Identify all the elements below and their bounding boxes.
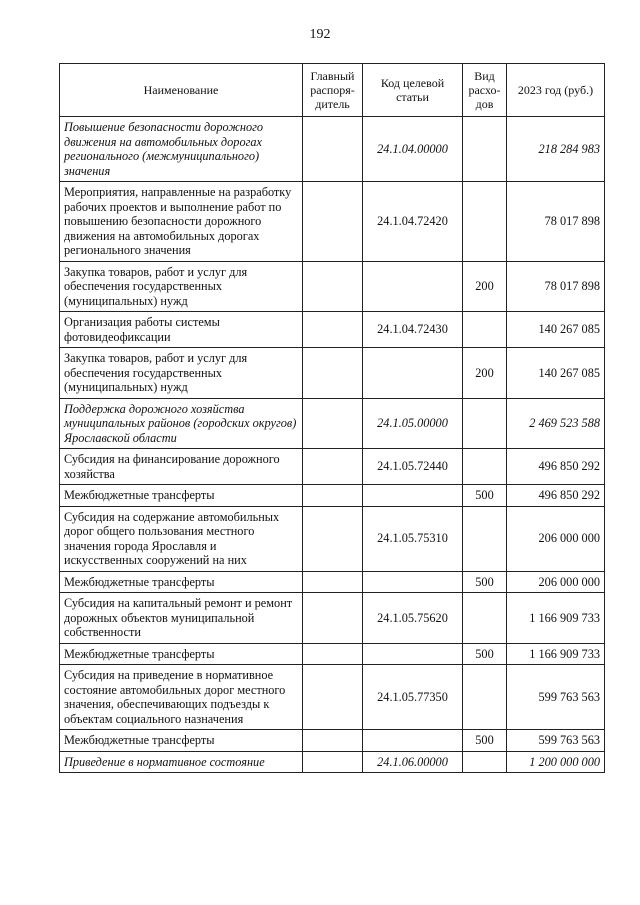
cell-name: Межбюджетные трансферты (60, 485, 303, 507)
cell-sum: 206 000 000 (507, 506, 605, 571)
header-admin: Главный распоря-дитель (303, 64, 363, 117)
cell-code: 24.1.05.72440 (363, 449, 463, 485)
cell-name: Закупка товаров, работ и услуг для обеспечения государственных (муниципальных) нужд (60, 261, 303, 312)
cell-name: Закупка товаров, работ и услуг для обеспечения государственных (муниципальных) нужд (60, 348, 303, 399)
cell-name: Межбюджетные трансферты (60, 730, 303, 752)
cell-sum: 1 200 000 000 (507, 751, 605, 773)
table-row (60, 730, 605, 752)
cell-name: Мероприятия, направленные на разработку рабочих проектов и выполнение работ по повышению безопасности дорожного движения на автомобильных дорогах регионального значения (60, 182, 303, 262)
cell-code (363, 485, 463, 507)
cell-admin (303, 348, 363, 399)
table-row (60, 117, 605, 182)
cell-sum: 140 267 085 (507, 312, 605, 348)
header-vid: Вид расхо-дов (463, 64, 507, 117)
cell-admin (303, 312, 363, 348)
cell-vid (463, 117, 507, 182)
table-row (60, 751, 605, 773)
cell-sum: 1 166 909 733 (507, 643, 605, 665)
table-row (60, 398, 605, 449)
cell-admin (303, 398, 363, 449)
cell-admin (303, 182, 363, 262)
cell-name: Субсидия на приведение в нормативное состояние автомобильных дорог местного значения, обеспечивающих подъезды к объектам социального назначения (60, 665, 303, 730)
table-row (60, 665, 605, 730)
cell-vid: 500 (463, 571, 507, 593)
cell-code (363, 261, 463, 312)
cell-admin (303, 485, 363, 507)
cell-vid (463, 506, 507, 571)
cell-vid (463, 182, 507, 262)
cell-admin (303, 261, 363, 312)
cell-vid: 500 (463, 643, 507, 665)
cell-sum: 496 850 292 (507, 449, 605, 485)
header-sum: 2023 год (руб.) (507, 64, 605, 117)
cell-name: Повышение безопасности дорожного движения на автомобильных дорогах регионального (межмуниципального) значения (60, 117, 303, 182)
cell-vid (463, 449, 507, 485)
cell-vid: 500 (463, 485, 507, 507)
cell-code: 24.1.05.75620 (363, 593, 463, 644)
cell-code: 24.1.05.75310 (363, 506, 463, 571)
cell-vid: 500 (463, 730, 507, 752)
table-row (60, 643, 605, 665)
cell-name: Субсидия на содержание автомобильных дорог общего пользования местного значения города Ярославля и искусственных сооружений на них (60, 506, 303, 571)
budget-table (59, 63, 605, 773)
cell-name: Субсидия на капитальный ремонт и ремонт дорожных объектов муниципальной собственности (60, 593, 303, 644)
cell-sum: 206 000 000 (507, 571, 605, 593)
cell-name: Межбюджетные трансферты (60, 643, 303, 665)
cell-admin (303, 730, 363, 752)
cell-sum: 1 166 909 733 (507, 593, 605, 644)
cell-admin (303, 593, 363, 644)
table-row (60, 449, 605, 485)
page-number: 192 (309, 27, 331, 42)
cell-name: Приведение в нормативное состояние (60, 751, 303, 773)
cell-vid (463, 593, 507, 644)
header-name: Наименование (60, 64, 303, 117)
cell-vid: 200 (463, 348, 507, 399)
cell-code: 24.1.04.72420 (363, 182, 463, 262)
table-row (60, 348, 605, 399)
cell-sum: 140 267 085 (507, 348, 605, 399)
cell-name: Межбюджетные трансферты (60, 571, 303, 593)
cell-code: 24.1.06.00000 (363, 751, 463, 773)
cell-admin (303, 665, 363, 730)
cell-name: Субсидия на финансирование дорожного хозяйства (60, 449, 303, 485)
cell-sum: 218 284 983 (507, 117, 605, 182)
cell-code (363, 348, 463, 399)
cell-name: Организация работы системы фотовидеофиксации (60, 312, 303, 348)
cell-admin (303, 643, 363, 665)
cell-admin (303, 449, 363, 485)
cell-code: 24.1.05.00000 (363, 398, 463, 449)
cell-code (363, 571, 463, 593)
table-row (60, 571, 605, 593)
cell-code (363, 643, 463, 665)
header-code: Код целевой статьи (363, 64, 463, 117)
table-row (60, 261, 605, 312)
cell-sum: 496 850 292 (507, 485, 605, 507)
cell-vid (463, 312, 507, 348)
table-header-row (60, 64, 605, 117)
table-row (60, 506, 605, 571)
table-row (60, 312, 605, 348)
cell-sum: 2 469 523 588 (507, 398, 605, 449)
table-row (60, 593, 605, 644)
cell-code: 24.1.05.77350 (363, 665, 463, 730)
table-row (60, 485, 605, 507)
cell-admin (303, 506, 363, 571)
cell-name: Поддержка дорожного хозяйства муниципальных районов (городских округов) Ярославской области (60, 398, 303, 449)
cell-sum: 599 763 563 (507, 665, 605, 730)
cell-code (363, 730, 463, 752)
cell-admin (303, 751, 363, 773)
cell-vid (463, 751, 507, 773)
cell-code: 24.1.04.72430 (363, 312, 463, 348)
cell-vid (463, 398, 507, 449)
cell-vid (463, 665, 507, 730)
cell-code: 24.1.04.00000 (363, 117, 463, 182)
cell-sum: 78 017 898 (507, 261, 605, 312)
table-row (60, 182, 605, 262)
cell-admin (303, 571, 363, 593)
cell-admin (303, 117, 363, 182)
cell-sum: 78 017 898 (507, 182, 605, 262)
cell-sum: 599 763 563 (507, 730, 605, 752)
cell-vid: 200 (463, 261, 507, 312)
